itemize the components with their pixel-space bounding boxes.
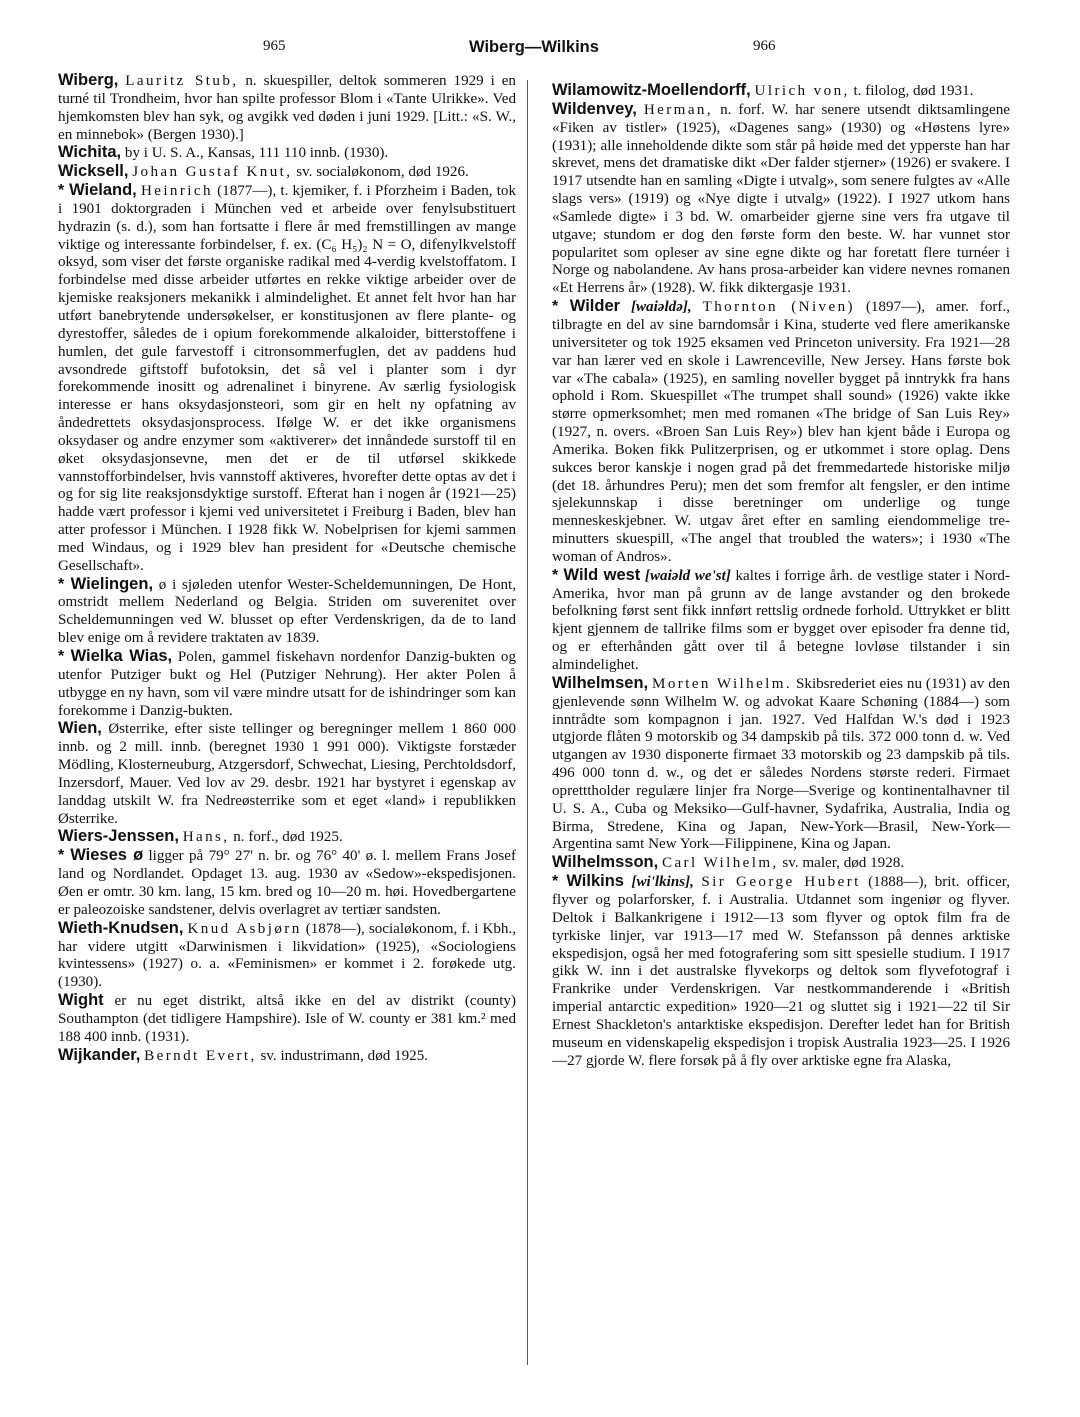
column-divider: [527, 80, 528, 1365]
dictionary-entry: [552, 298, 1010, 567]
dictionary-entry: [58, 920, 516, 992]
dictionary-entry: [552, 873, 1010, 1070]
dictionary-entry: [552, 675, 1010, 854]
entry-text: by i U. S. A., Kansas, 111 110 innb. (1930).: [124, 145, 389, 162]
entry-text: n. skuespiller, deltok sommeren 1929 i en turné til Trondheim, hvor han spilte professor Blom i «Tante Ulrikke». Ved hjemkomsten blev han syk, og avgikk ved døden i juni 1929. [Litt.: «S. W., en minnebok» (Bergen 1930).]: [58, 73, 516, 143]
entry-text: (1878—), socialøkonom, f. i Kbh., har videre utgitt «Darwinismen i likvidation» (1925), «Sociologiens kvintessens» (1927) o. a. «Feminismen» er kommet i 2. forøkede utg. (1930).: [58, 920, 516, 991]
entry-star-marker: *: [58, 182, 70, 200]
entry-headword: Wien,: [58, 719, 102, 738]
entry-text: (1897—), amer. forf., tilbragte en del av sine barndomsår i Kina, studerte ved flere amerikanske universiteter og tok 1925 eksamen ved Princeton university. Fra 1921—28 var han lærer ved en skole i Lawrenceville, New Jersey. Hans første bok var «The cabala» (1925), en samling noveller bygget på inntrykk fra hans ophold i Rom. Skuespillet «The trumpet shall sound» (1926) vakte ikke større opmerksomhet; men med romanen «The bridge of San Luis Rey» (1927, n. overs. «Broen San Luis Rey») blev han kjent både i Europa og Amerika. Boken fikk Pulitzerprisen, og er utkommet i store oplag. Dens sukces beror kanskje i nogen grad på det fremmedartede historiske miljø (det 18. århundres Peru); men det som fremfor alt fengsler, er den intime sjelekunnskap i disse beretninger om underlige og tunge menneskeskjebner. W. utgav året efter en samling eiendommelige tre-minutters skuespill, «The angel that troubled the waters»; i 1930 «The woman of Andros».: [552, 299, 1010, 565]
entry-headword: Wijkander,: [58, 1045, 141, 1064]
dictionary-entry: [58, 163, 516, 182]
dictionary-entry: [58, 847, 516, 919]
entry-headword: Wielingen,: [70, 574, 154, 593]
entry-headword: Wilder: [569, 297, 621, 316]
entry-name: Hans,: [182, 829, 230, 846]
entry-star-marker: *: [58, 575, 71, 593]
entry-star-marker: *: [552, 873, 567, 891]
dictionary-entry: [552, 82, 1010, 101]
entry-headword: Wielka Wias,: [70, 647, 173, 665]
entry-headword: Wildenvey,: [552, 99, 637, 118]
entry-text: t. filolog, død 1931.: [849, 83, 974, 99]
dictionary-entry: [552, 101, 1010, 298]
dictionary-entry: [552, 567, 1010, 675]
dictionary-entry: [58, 72, 516, 144]
entry-name: Ulrich von,: [754, 83, 850, 99]
entry-name: Sir George Hubert: [701, 874, 861, 891]
entry-headword: Wichita,: [58, 143, 122, 162]
entry-star-marker: *: [58, 648, 71, 665]
entry-star-marker: *: [58, 847, 71, 865]
dictionary-entry: [58, 182, 516, 576]
entry-pronunciation: [waiǝld we'st]: [644, 567, 731, 584]
entry-star-marker: *: [552, 566, 564, 584]
entry-headword: Wilhelmsson,: [552, 853, 659, 872]
dictionary-entry: [58, 576, 516, 648]
running-title: Wiberg—Wilkins: [469, 38, 599, 56]
left-column: [58, 72, 516, 1065]
entry-text: (1877—), t. kjemiker, f. i Pforzheim i Baden, tok i 1901 doktorgraden i München ved et arbeide over fenylsubstituert hydrazin (s. d.), som han fortsatte i flere år med fremstillingen av mange viktige og interessante forbindelser, f. ex. (C₆ H₅)₂ N = O, difenylkvelstoff oksyd, som viser det første organiske radikal med 4-verdig kvelstoffatom. I forbindelse med disse arbeider utførtes en rekke viktige arbeider over de kjemiske reaksjoners mekanikk i almindelighet. Et annet felt hvor han har utført banebrytende undersøkelser, er konstitusjonen av flere plante- og dyrestoffer, således de i opium forekommende alkaloider, bitterstoffene i humlen, det gule farvestoff i citronsommerfuglen, det av paddens hud avsondrede giftstoff bufotoksin, det så vel i planter som i dyr forekommende inositt og adrenalinet i binyrene. Av særlig fysiologisk interesse er hans oksydasjonsteori, som gir en helt ny opfatning av åndedrettets oksydasjonsprocess. Ifølge W. er det ikke organismens oksydaser og andre enzymer som «aktiverer» det innåndede surstoff til en øket oksydasjonsevne, men det er de til utførsel skikkede vannstofforbindelser, hvis vannstoff aktiveres, hvorefter dette optas av det i og for sig lite reaksjonsdyktige surstoff. Efterat han i nogen år (1921—25) hadde vært professor i kjemi ved universitetet i Freiburg i Baden, blev han atter professor i München. I 1928 fikk W. Nobelprisen for kjemi sammen med Windaus, og i 1929 blev han president for «Deutsche chemische Gesellschaft».: [58, 183, 516, 574]
entry-pronunciation: [wi'lkins],: [631, 874, 694, 891]
entry-text: Skibsrederiet eies nu (1931) av den gjenlevende sønn Wilhelm W. og advokat Kaare Schøning (1884—) som inntrådte som kompagnon i jan. 1927. Ved Halfdan W.'s død i 1923 utgjorde flåten 9 motorskib og 34 dampskib på tils. 372 000 tonn d. w. Ved utgangen av 1930 disponerte firmaet 33 motorskib og 23 dampskib på tils. 496 000 tonn d. w., og det er således Nordens største rederi. Firmaet opretttholder regulære linjer fra Norge—Sverige og kontinentalhavner til U. S. A., Cuba og Meksiko—Gulf-havner, Sydafrika, Australia, India og Birma, Stredene, Kina og Japan, New-York—Brasil, New-York—Argentina samt New York—Filippinene, Kina og Japan.: [552, 675, 1010, 853]
entry-name: Lauritz Stub,: [125, 73, 239, 89]
entry-headword: Wiberg,: [58, 71, 119, 89]
dictionary-entry: [58, 720, 516, 828]
entry-headword: Wieses ø: [70, 846, 144, 865]
entry-text: kaltes i forrige årh. de vestlige stater i Nord-Amerika, hvor man på grunn av de lange avstander og den brokede befolkning først sent fikk innført rettslig ordnede forhold. Uttrykket er blitt kjent gjennem de tallrike films som er bygget over episoder fra denne tid, og er efterhånden gått over til å betegne lovløse tilstander i sin almindelighet.: [552, 567, 1011, 673]
entry-text: sv. maler, død 1928.: [778, 855, 905, 872]
dictionary-entry: [58, 828, 516, 847]
dictionary-entry: [552, 854, 1010, 873]
entry-text: Østerrike, efter siste tellinger og beregninger mellem 1 860 000 innb. og 2 mill. innb. (beregnet 1930 1 991 000). Viktigste forstæder Mödling, Klosterneuburg, Atzgersdorf, Schwechat, Liesing, Perchtoldsdorf, Inzersdorf, Mauer. Ved lov av 29. desbr. 1921 har bystyret i egenskap av landdag utskilt W. fra Nedreøsterrike som et eget «land» i republikken Østerrike.: [58, 721, 516, 827]
entry-headword: Wieth-Knudsen,: [58, 918, 184, 937]
entry-pronunciation: [waiǝldǝ],: [630, 299, 692, 316]
entry-text: sv. socialøkonom, død 1926.: [292, 164, 469, 181]
entry-name: Herman,: [643, 101, 714, 118]
entry-text: n. forf., død 1925.: [229, 829, 343, 846]
entry-headword: Wight: [58, 991, 104, 1010]
dictionary-entry: [58, 648, 516, 720]
entry-name: Johan Gustaf Knut,: [132, 164, 293, 181]
page-header: [58, 38, 1010, 64]
entry-text: ø i sjøleden utenfor Wester-Scheldemunningen, De Hont, omstridt mellem Nederland og Belgia. Striden om suverenitet over Scheldemunningen ved W. blusset op efter Verdenskrigen, da de to land blev enige om å revidere traktaten av 1839.: [58, 576, 517, 647]
entry-headword: Wicksell,: [58, 162, 129, 181]
entry-text: n. forf. W. har senere utsendt diktsamlingene «Fiken av tistler» (1925), «Dagenes sang» (1930) og «Høstens lyre» (1931); alle inneholdende dikte som står på høide med det ypperste han har skrevet, mens det dramatiske dikt «Der falder stjerner» (1926) er svakere. I 1917 utsendte han en samling «Digte i utvalg», som senere fulgtes av «Alle slags vers» (1919) og «Nye digte i utvalg» (1922). I 1927 utkom hans «Samlede digte» i 3 bd. W. omarbeider gjerne sine vers fra utgave til utgave; stundom er dog den første form den beste. W. har vunnet stor popularitet som opleser av sine egne dikte og har foretatt flere turnéer i Norge og nabolandene. Av hans prosa-arbeider kan videre nevnes romanen «Et Herrens år» (1928). W. fikk diktergasje 1931.: [552, 101, 1010, 297]
entry-text: sv. industrimann, død 1925.: [256, 1047, 429, 1064]
entry-headword: Wild west: [563, 565, 641, 584]
entry-headword: Wieland,: [69, 181, 137, 200]
dictionary-entry: [58, 144, 516, 163]
entry-name: Berndt Evert,: [144, 1047, 257, 1064]
entry-headword: Wilkins: [566, 872, 624, 891]
entry-text: (1888—), brit. officer, flyver og polarforsker, f. i Australia. Utdannet som ingeniør og flyver. Deltok i Balkankrigene i 1912—13 som flyver og optok film fra de tyrkiske linjer, var 1913—17 med W. Stefansson på dennes arktiske ekspedisjon, også her med fotografering som sitt spesielle studium. I 1917 gikk W. inn i det australske flyvekorps og deltok som flyvefotograf i Frankrike under Verdenskrigen. Var nestkommanderende i «British imperial antarctic expedition» 1920—21 og sluttet sig i 1921—22 til Sir Ernest Shackleton's antarktiske ekspedisjon. Derefter ledet han for British museum en videnskapelig ekspedisjon i tropisk Australia 1923—25. I 1926—27 gjorde W. flere forsøk på å fly over arktiske egne fra Alaska,: [552, 874, 1010, 1069]
entry-name: Knud Asbjørn: [187, 920, 302, 937]
dictionary-entry: [58, 1047, 516, 1066]
entry-name: Heinrich: [140, 183, 213, 200]
entry-headword: Wilamowitz-Moellendorff,: [552, 81, 751, 99]
entry-headword: Wilhelmsen,: [552, 673, 649, 692]
entry-headword: Wiers-Jenssen,: [58, 827, 179, 846]
right-column: [552, 82, 1010, 1070]
entry-text: er nu eget distrikt, altså ikke en del av distrikt (county) Southampton (det tidligere Hampshire). Isle of W. county er 381 km.² med 188 400 innb. (1931).: [58, 993, 516, 1045]
entry-name: Carl Wilhelm,: [661, 855, 779, 872]
entry-text: ligger på 79° 27' n. br. og 76° 40' ø. l. mellem Frans Josef land og Nordlandet. Opdaget 13. aug. 1930 av «Sedow»-ekspedisjonen. Øen er omtr. 30 km. lang, 15 km. bred og 10—20 m. høi. Hovedbergartene er paleozoiske sandstener, delvis overlagret av tertiær sandsten.: [58, 848, 517, 918]
entry-name: Thornton (Niven): [702, 299, 855, 316]
entry-name: Morten Wilhelm.: [652, 675, 793, 692]
dictionary-entry: [58, 992, 516, 1047]
entry-text: Polen, gammel fiskehavn nordenfor Danzig-bukten og utenfor Putziger bukt og Hel (Putziger Nehrung). Her akter Polen å utbygge en ny havn, som vil være mindre utsatt for de ishindringer som kan forekomme i Danzig-bukten.: [58, 649, 516, 719]
page-number-right: 966: [753, 38, 776, 54]
entry-star-marker: *: [552, 298, 570, 316]
page-number-left: 965: [263, 38, 286, 54]
